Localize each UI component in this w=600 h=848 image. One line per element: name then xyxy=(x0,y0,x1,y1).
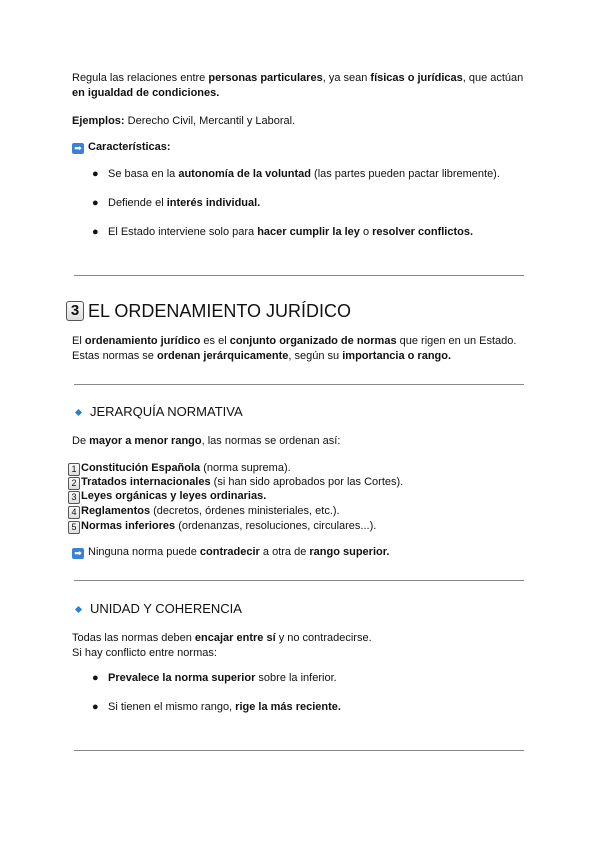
list-item: 3 Leyes orgánicas y leyes ordinarias. xyxy=(68,489,266,504)
keycap-number-icon: 3 xyxy=(66,301,84,321)
intro-paragraph: Regula las relaciones entre personas particulares, ya sean físicas o jurídicas, que actúan en igualdad de condiciones. xyxy=(72,72,524,99)
list-item: 2 Tratados internacionales (si han sido aprobados por las Cortes). xyxy=(68,475,403,490)
subsection-heading: JERARQUÍA NORMATIVA xyxy=(76,404,243,420)
section-title: EL ORDENAMIENTO JURÍDICO xyxy=(88,301,352,321)
keycap-number-icon: 5 xyxy=(68,521,80,534)
bullet-icon: ● xyxy=(92,197,99,209)
keycap-number-icon: 3 xyxy=(68,491,80,504)
keycap-number-icon: 4 xyxy=(68,506,80,519)
divider xyxy=(74,580,524,581)
list-item: Si tienen el mismo rango, rige la más reciente. xyxy=(108,701,341,713)
characteristics-heading: ➡ Características: xyxy=(72,140,528,155)
hierarchy-intro: De mayor a menor rango, las normas se ordenan así: xyxy=(72,435,341,447)
bullet-icon: ● xyxy=(92,672,99,684)
right-arrow-icon: ➡ xyxy=(72,143,84,154)
bullet-icon: ● xyxy=(92,168,99,180)
keycap-number-icon: 2 xyxy=(68,477,80,490)
bullet-icon: ● xyxy=(92,226,99,238)
blue-diamond-icon xyxy=(75,408,82,415)
divider xyxy=(74,750,524,751)
list-item: Prevalece la norma superior sobre la inferior. xyxy=(108,672,337,684)
section-heading xyxy=(66,300,351,322)
right-arrow-icon: ➡ xyxy=(72,548,84,559)
coherence-paragraph: Todas las normas deben encajar entre sí y no contradecirse. Si hay conflicto entre normas: xyxy=(72,632,372,659)
bullet-icon: ● xyxy=(92,701,99,713)
list-item: Se basa en la autonomía de la voluntad (las partes pueden pactar libremente). xyxy=(108,168,500,180)
divider xyxy=(74,384,524,385)
list-item: 5 Normas inferiores (ordenanzas, resoluciones, circulares...). xyxy=(68,519,376,534)
blue-diamond-icon xyxy=(75,605,82,612)
list-item: El Estado interviene solo para hacer cumplir la ley o resolver conflictos. xyxy=(108,226,474,238)
subsection-heading: UNIDAD Y COHERENCIA xyxy=(76,601,242,617)
section-paragraph: El ordenamiento jurídico es el conjunto organizado de normas que rigen en un Estado. Estas normas se ordenan jerárquicamente, según su importancia o rango. xyxy=(72,335,517,362)
list-item: 4 Reglamentos (decretos, órdenes ministeriales, etc.). xyxy=(68,504,340,519)
keycap-number-icon: 1 xyxy=(68,463,80,476)
examples-line: Ejemplos: Derecho Civil, Mercantil y Laboral. xyxy=(72,115,296,127)
list-item: 1 Constitución Española (norma suprema). xyxy=(68,461,291,476)
divider xyxy=(74,275,524,276)
list-item: Defiende el interés individual. xyxy=(108,197,261,209)
hierarchy-note: ➡ Ninguna norma puede contradecir a otra de rango superior. xyxy=(72,545,528,560)
